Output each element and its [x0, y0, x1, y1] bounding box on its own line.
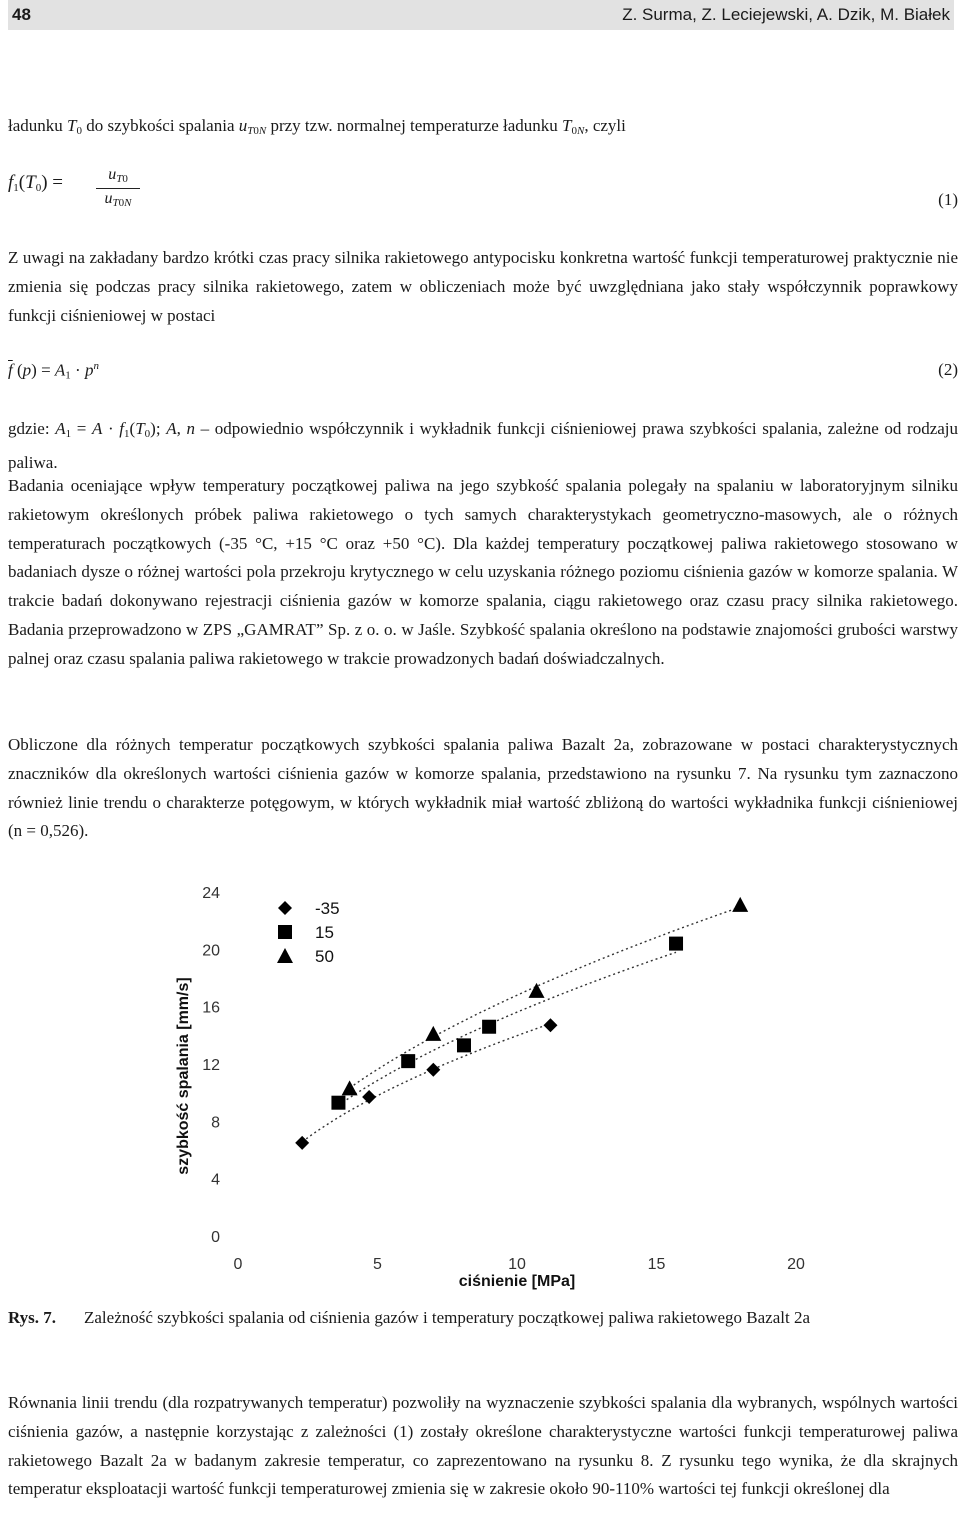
text-fragment: , czyli: [584, 116, 626, 135]
caption-text: Zależność szybkości spalania od ciśnienia gazów i temperatury początkowej paliwa rakietowego Bazalt 2a: [84, 1308, 810, 1327]
x-tick-label: 20: [787, 1256, 805, 1273]
page-header: [8, 0, 954, 30]
legend-label: -35: [315, 899, 340, 918]
data-point--35: [362, 1090, 376, 1104]
paragraph-text: Z uwagi na zakładany bardzo krótki czas pracy silnika rakietowego antypocisku konkretna wartość funkcji temperaturowej praktycznie nie zmienia się podczas pracy silnika rakietowego, zatem w obliczeniach może być uwzględniana jako stały współczynnik poprawkowy funkcji ciśnieniowej w postaci: [8, 248, 958, 325]
equation-1-number: (1): [938, 190, 958, 209]
legend-marker-15: [278, 925, 292, 939]
equation-1: $f_1(T_0)$ = $u_{T0}$ $u_{T0N}$ (1): [8, 166, 958, 209]
trendline--35: [302, 1024, 550, 1142]
paragraph-5: [8, 1389, 958, 1504]
text-fragment: do szybkości spalania: [82, 116, 239, 135]
legend-label: 50: [315, 947, 334, 966]
paragraph-text: Równania linii trendu (dla rozpatrywanych temperatur) pozwoliły na wyznaczenie szybkości spalania dla wybranych, wspólnych wartości ciśnienia gazów, a następnie korzystając z zależności (1) zostały określone charakterystyczne wartości funkcji temperaturowej paliwa rakietowego Bazalt 2a w badanym zakresie temperatur, co zaprezentowano na rysunku 8. Z rysunku tego wynika, że dla skrajnych temperatur eksploatacji wartość funkcji temperaturowej zmienia się w zakresie około 90-110% wartości tej funkcji określonej dla: [8, 1393, 958, 1499]
data-point-15: [401, 1054, 415, 1068]
y-tick-label: 4: [211, 1171, 220, 1189]
data-point-50: [732, 897, 748, 912]
x-tick-label: 0: [233, 1256, 243, 1273]
paragraph-3: [8, 472, 958, 674]
y-tick-label: 0: [211, 1229, 220, 1246]
y-tick-label: 20: [202, 942, 220, 960]
data-point-15: [669, 937, 683, 951]
y-tick-label: 8: [211, 1114, 220, 1132]
data-point-15: [482, 1020, 496, 1034]
trendline-15: [338, 952, 676, 1105]
legend-marker-50: [277, 948, 293, 963]
data-point-15: [457, 1038, 471, 1052]
text-fragment: gdzie:: [8, 419, 56, 438]
page-number: 48: [12, 5, 31, 24]
data-point--35: [426, 1063, 440, 1077]
text-fragment: przy tzw. normalnej temperaturze ładunku: [266, 116, 563, 135]
paragraph-4: [8, 731, 958, 846]
caption-label: Rys. 7.: [8, 1308, 57, 1327]
y-axis-label: szybkość spalania [mm/s]: [175, 977, 192, 1175]
equation-2-number: (2): [938, 360, 958, 379]
intro-line: ładunku $T_0$ do szybkości spalania $u_{T0N}$ przy tzw. normalnej temperaturze ładunku $T_{0N}$, czyli: [8, 116, 626, 137]
legend-marker--35: [278, 901, 292, 915]
data-point-50: [425, 1026, 441, 1041]
data-point-50: [342, 1080, 358, 1095]
x-axis-label: ciśnienie [MPa]: [458, 1273, 576, 1290]
x-tick-label: 5: [373, 1256, 382, 1273]
y-tick-label: 12: [202, 1057, 220, 1074]
x-tick-label: 15: [647, 1256, 666, 1273]
data-point-15: [331, 1096, 345, 1110]
y-tick-label: 24: [202, 885, 220, 902]
header-authors: Z. Surma, Z. Leciejewski, A. Dzik, M. Białek: [622, 5, 950, 24]
paragraph-2: [8, 244, 958, 330]
data-point-50: [529, 983, 545, 998]
paragraph-text: Obliczone dla różnych temperatur początkowych szybkości spalania paliwa Bazalt 2a, zobrazowane w postaci charakterystycznych znaczników dla określonych wartości ciśnienia gazów w komorze spalania, przedstawiono na rysunku 7. Na rysunku tym zaznaczono również linie trendu o charakterze potęgowym, w których wykładnik miał wartość zbliżoną do wartości wykładnika funkcji ciśnieniowej (n = 0,526).: [8, 735, 958, 841]
legend-label: 15: [315, 923, 334, 942]
figure-7-chart: [168, 872, 820, 1296]
paragraph-gdzie: gdzie: $A_1 = A \cdot f_1(T_0)$; A, n – odpowiednio współczynnik i wykładnik funkcji ciśnieniowej prawa szybkości spalania, zależne od rodzaju paliwa.: [8, 419, 959, 472]
x-tick-label: 10: [508, 1256, 526, 1273]
text-fragment: odpowiednio współczynnik i wykładnik funkcji ciśnieniowej prawa szybkości spalania, zależne od rodzaju paliwa.: [8, 419, 959, 472]
text-fragment: ładunku: [8, 116, 68, 135]
data-point--35: [543, 1018, 557, 1032]
y-tick-label: 16: [202, 999, 220, 1017]
paragraph-text: Badania oceniające wpływ temperatury początkowej paliwa na jego szybkość spalania polegały na spalaniu w laboratoryjnym silniku rakietowym określonych próbek paliwa rakietowego o tych samych charakterystykach geometryczno-masowych, ale o różnych temperaturach początkowych (-35 °C, +15 °C oraz +50 °C). Dla każdej temperatury początkowej paliwa rakietowego stosowano w badaniach dysze o różnej wartości pola przekroju krytycznego w celu uzyskania różnego poziomu ciśnienia gazów w komorze spalania. W trakcie badań dokonywano rejestracji ciśnienia gazów w komorze spalania, ciągu rakietowego oraz czasu pracy silnika rakietowego. Badania przeprowadzono w ZPS „GAMRAT” Sp. z o. o. w Jaśle. Szybkość spalania określono na podstawie znajomości grubości warstwy palnej oraz czasu spalania paliwa rakietowego w trakcie prowadzonych badań doświadczalnych.: [8, 476, 958, 668]
